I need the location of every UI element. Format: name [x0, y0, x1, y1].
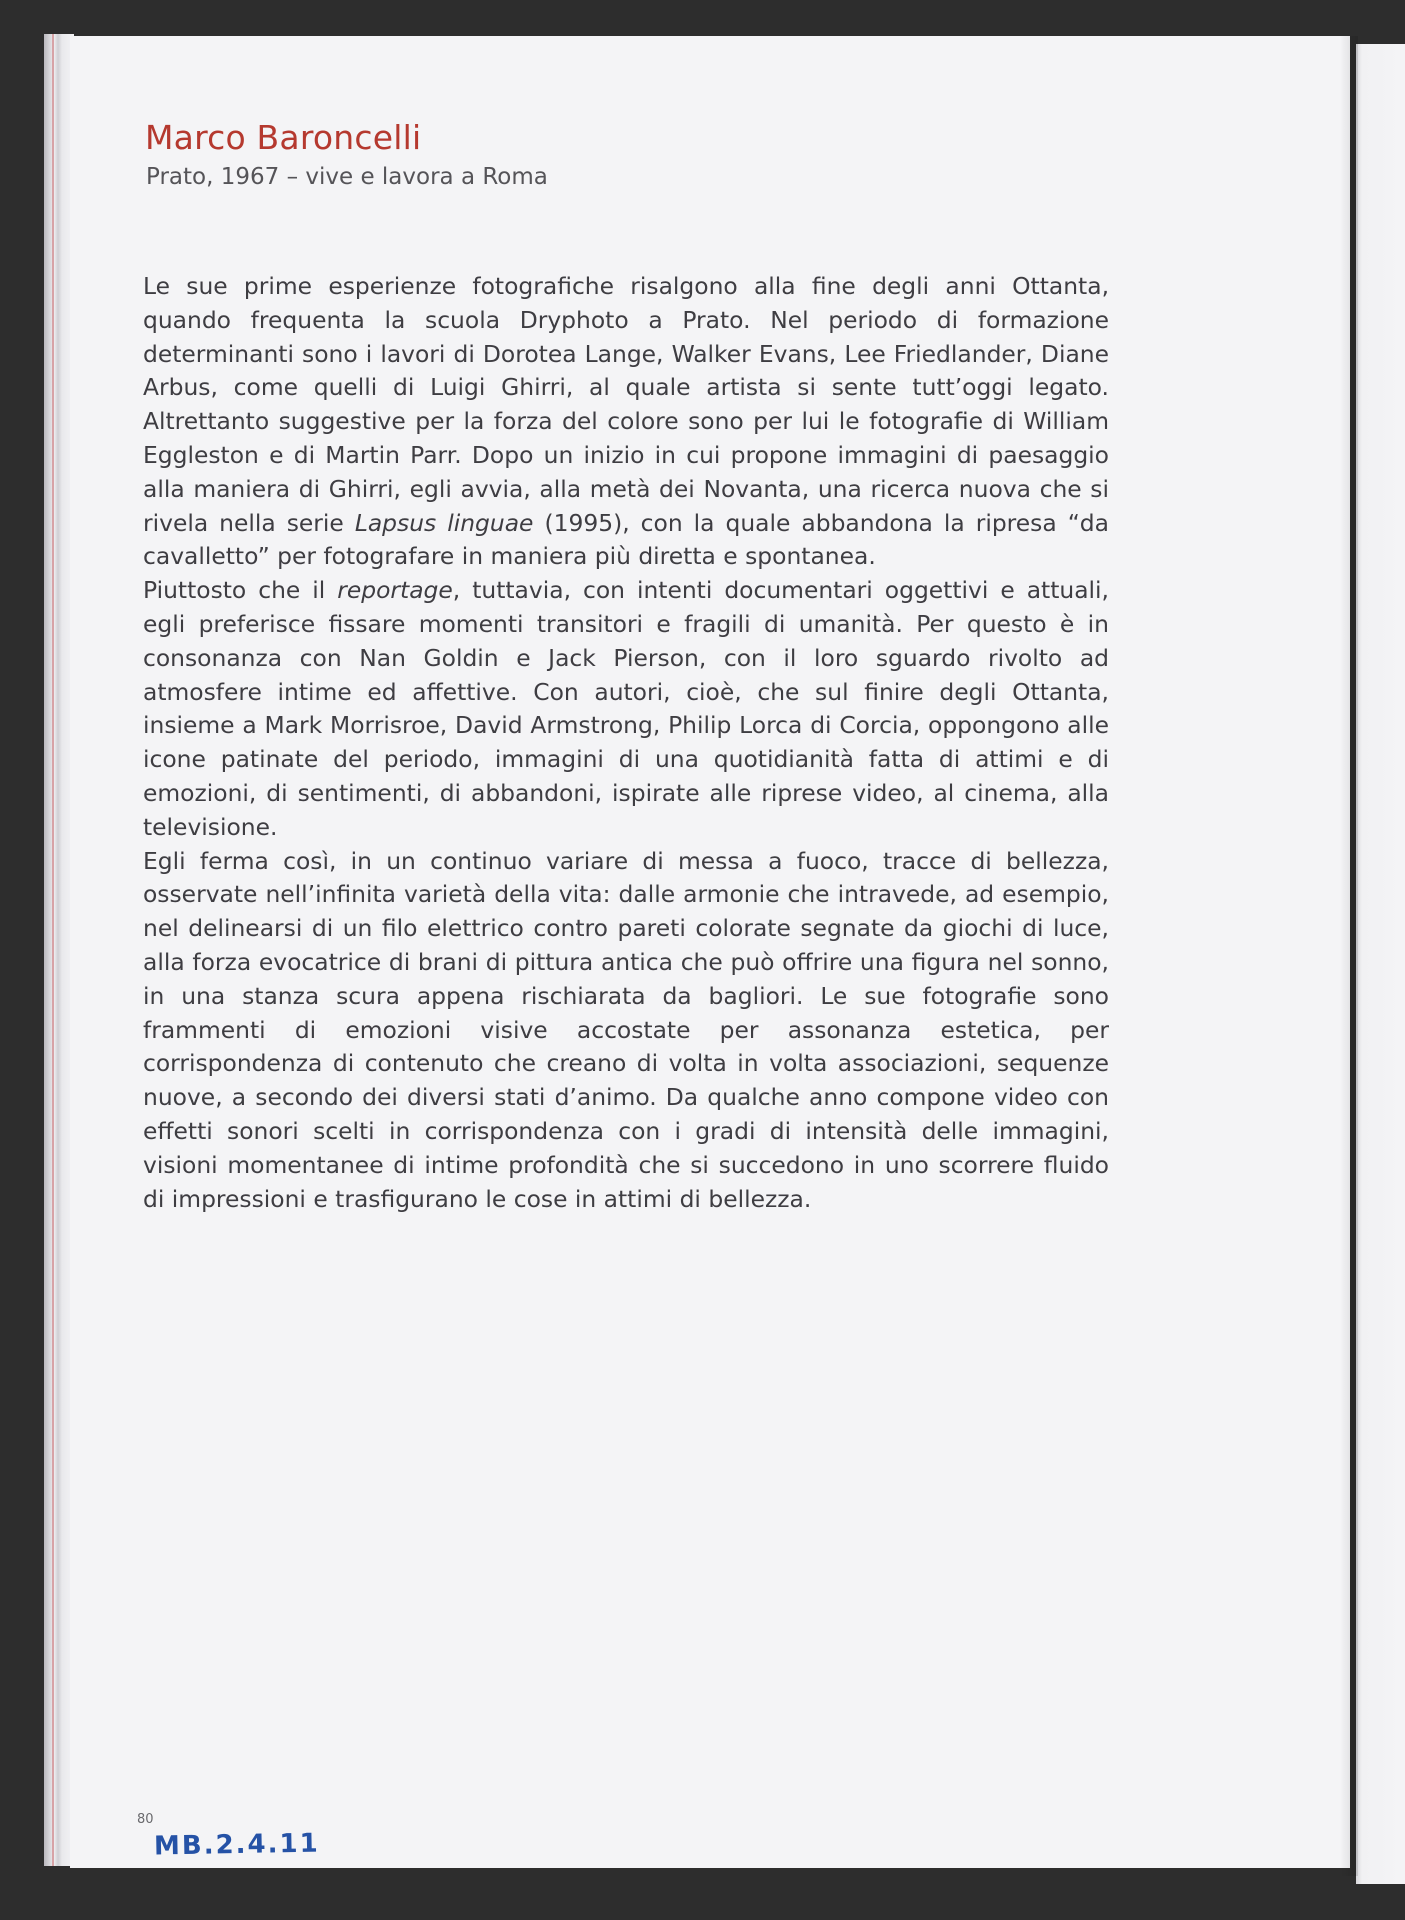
artist-info: Prato, 1967 – vive e lavora a Roma — [146, 164, 548, 190]
paragraph-2 — [143, 574, 1109, 844]
page-edge-line — [52, 34, 54, 1866]
paragraph-2-text-a: Piuttosto che il — [143, 576, 338, 605]
paragraph-2-text-b: , tuttavia, con intenti documentari oggettivi e attuali, egli preferisce fissare momenti transitori e fragili di umanità. Per questo è in consonanza con Nan Goldin e Jack Pierson, con il loro sguardo rivolto ad atmosfere intime ed affettive. Con autori, cioè, che sul finire degli Ottanta, insieme a Mark Morrisroe, David Armstrong, Philip Lorca di Corcia, oppongono alle icone patinate del periodo, immagini di una quotidianità fatta di attimi e di emozioni, di sentimenti, di abbandoni, ispirate alle riprese video, al cinema, alla televisione. — [143, 576, 1109, 841]
handwritten-catalog-mark: MB.2.4.11 — [153, 1828, 320, 1862]
artist-name: Marco Baroncelli — [145, 118, 422, 157]
page-number: 80 — [137, 1812, 154, 1827]
paragraph-1-text-a: Le sue prime esperienze fotografiche risalgono alla fine degli anni Ottanta, quando frequenta la scuola Dryphoto a Prato. Nel periodo di formazione determinanti sono i lavori di Dorotea Lange, Walker Evans, Lee Friedlander, Diane Arbus, come quelli di Luigi Ghirri, al quale artista si sente tutt’oggi legato. Altrettanto suggestive per la forza del colore sono per lui le fotografie di William Eggleston e di Martin Parr. Dopo un inizio in cui propone immagini di paesaggio alla maniera di Ghirri, egli avvia, alla metà dei Novanta, una ricerca nuova che si rivela nella serie — [143, 272, 1109, 537]
gutter-shadow — [1340, 36, 1358, 1876]
paragraph-1-text-b: (1995), con la quale abbandona la ripresa “da cavalletto” per fotografare in maniera più diretta e spontanea. — [143, 508, 1109, 571]
paragraph-2-italic-term: reportage — [337, 576, 453, 605]
paragraph-1-series-title: Lapsus linguae — [354, 508, 534, 537]
next-page-edge — [1356, 44, 1405, 1884]
biography-text — [143, 270, 1109, 1216]
paragraph-1 — [143, 270, 1109, 574]
paragraph-3: Egli ferma così, in un continuo variare di messa a fuoco, tracce di bellezza, osservate nell’infinita varietà della vita: dalle armonie che intravede, ad esempio, nel delinearsi di un filo elettrico contro pareti colorate segnate da giochi di luce, alla forza evocatrice di brani di pittura antica che può offrire una figura nel sonno, in una stanza scura appena rischiarata da bagliori. Le sue fotografie sono frammenti di emozioni visive accostate per assonanza estetica, per corrispondenza di contenuto che creano di volta in volta associazioni, sequenze nuove, a secondo dei diversi stati d’animo. Da qualche anno compone video con effetti sonori scelti in corrispondenza con i gradi di intensità delle immagini, visioni momentanee di intime profondità che si succedono in uno scorrere fluido di impressioni e trasfigurano le cose in attimi di bellezza. — [143, 846, 1109, 1213]
